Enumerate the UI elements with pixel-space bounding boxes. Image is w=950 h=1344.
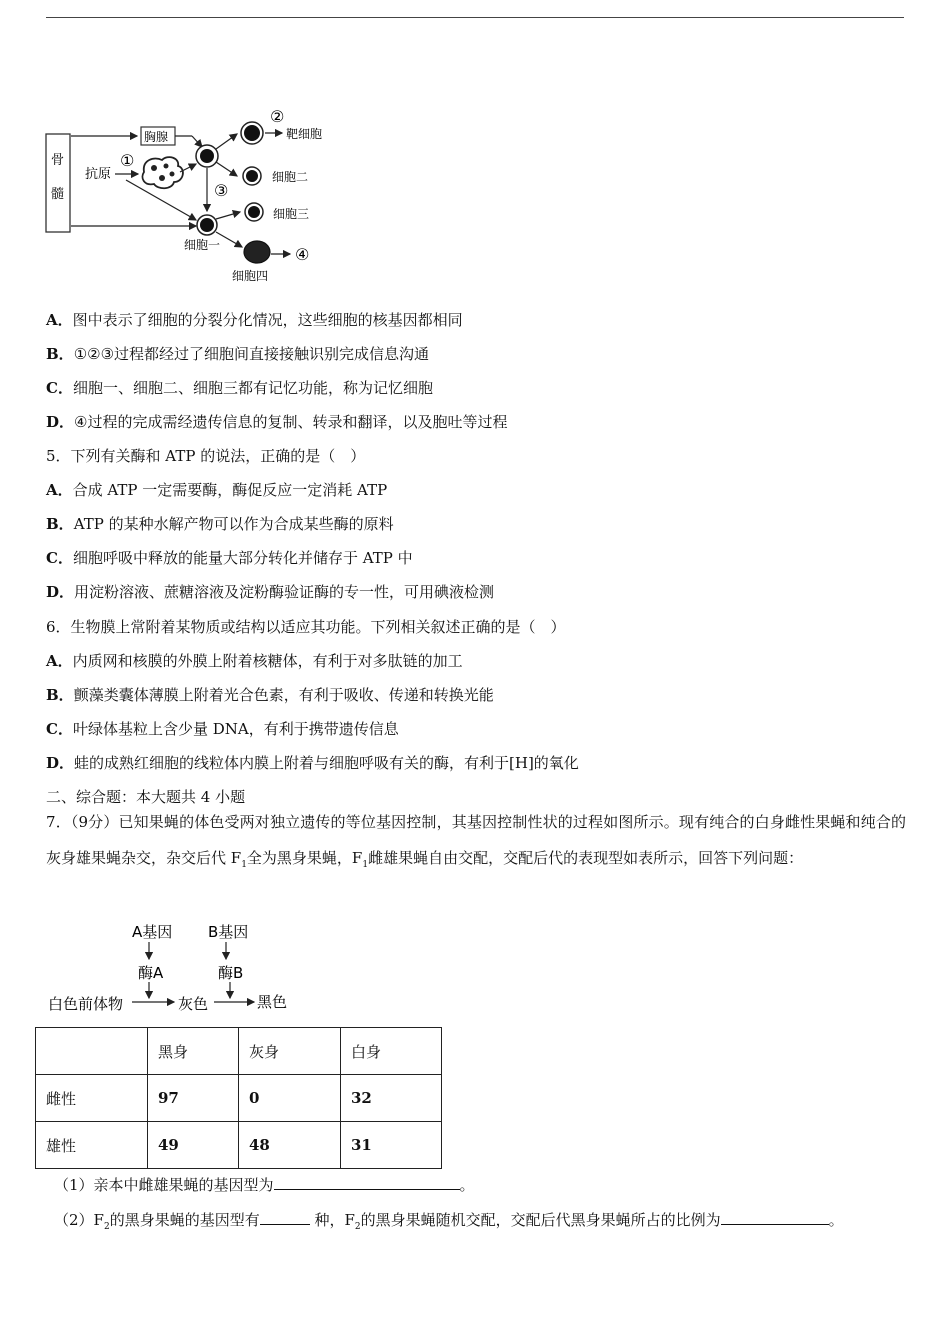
option-letter: B．	[46, 515, 74, 533]
option-text: 颤藻类囊体薄膜上附着光合色素，有利于吸收、传递和转换光能	[73, 686, 494, 704]
q6-option-c	[46, 719, 399, 739]
q6-option-d	[46, 753, 579, 773]
sub-question-text: （2）F	[54, 1211, 104, 1229]
table-cell: 0	[239, 1075, 341, 1122]
subscript: 2	[103, 1222, 110, 1232]
table-header-cell: 白身	[341, 1028, 442, 1075]
option-text: 合成 ATP 一定需要酶，酶促反应一定消耗 ATP	[72, 481, 388, 499]
q4-option-a	[46, 310, 463, 330]
q5-stem: 5．下列有关酶和 ATP 的说法，正确的是（ ）	[46, 447, 366, 465]
enzyme-a-label: 酶A	[138, 964, 164, 982]
option-text: 细胞呼吸中释放的能量大部分转化并储存于 ATP 中	[72, 549, 413, 567]
section-title: 二、综合题：本大题共 4 小题	[46, 788, 246, 806]
sub-question-text: （1）亲本中雌雄果蝇的基因型为	[54, 1176, 274, 1194]
option-text: ④过程的完成需经遗传信息的复制、转录和翻译，以及胞吐等过程	[74, 413, 508, 431]
bone-marrow-label-1: 骨	[51, 153, 65, 168]
sub-question-text: 的黑身果蝇随机交配，交配后代黑身果蝇所占的比例为	[360, 1211, 721, 1229]
cell-three-label: 细胞三	[273, 207, 310, 221]
table-cell: 48	[239, 1122, 341, 1169]
table-cell: 49	[148, 1122, 239, 1169]
table-header-cell	[36, 1028, 148, 1075]
table-row	[36, 1075, 442, 1122]
option-text: 用淀粉溶液、蔗糖溶液及淀粉酶验证酶的专一性，可用碘液检测	[74, 583, 495, 601]
table-header-cell: 灰身	[239, 1028, 341, 1075]
punctuation: 。	[828, 1211, 844, 1229]
option-text: 内质网和核膜的外膜上附着核糖体，有利于对多肽链的加工	[72, 652, 463, 670]
header-rule	[46, 17, 904, 18]
cell-four	[244, 241, 270, 263]
q5-option-c	[46, 548, 413, 568]
cell-two-label: 细胞二	[272, 170, 309, 184]
immune-cell-diagram	[44, 104, 354, 292]
gene-pathway-diagram	[46, 918, 306, 1018]
option-letter: C．	[46, 720, 73, 738]
sub-question-text: 种，F	[309, 1211, 355, 1229]
q6-option-b	[46, 685, 494, 705]
subscript: 1	[362, 860, 369, 870]
q7-paragraph	[46, 804, 906, 883]
option-text: 细胞一、细胞二、细胞三都有记忆功能，称为记忆细胞	[72, 379, 433, 397]
apc-cell	[142, 157, 182, 188]
q6-stem: 6．生物膜上常附着某物质或结构以适应其功能。下列相关叙述正确的是（ ）	[46, 618, 566, 636]
table-cell: 雌性	[36, 1075, 148, 1122]
option-letter: C．	[46, 379, 73, 397]
gene-b-label: B基因	[208, 923, 249, 941]
bone-marrow-label-2: 髓	[51, 187, 65, 202]
table-header-cell: 黑身	[148, 1028, 239, 1075]
sub-question-text: 的黑身果蝇的基因型有	[109, 1211, 260, 1229]
antigen-label: 抗原	[85, 167, 112, 182]
table-cell: 97	[148, 1075, 239, 1122]
mark-1: ①	[120, 151, 135, 170]
answer-blank[interactable]	[260, 1210, 310, 1225]
option-letter: A．	[46, 481, 73, 499]
enzyme-b-label: 酶B	[218, 964, 244, 982]
option-letter: C．	[46, 549, 73, 567]
sub-question-1	[54, 1175, 475, 1195]
option-text: 蛙的成熟红细胞的线粒体内膜上附着与细胞呼吸有关的酶，有利于[H]的氧化	[74, 754, 579, 772]
answer-blank[interactable]	[721, 1210, 829, 1225]
option-letter: A．	[46, 652, 73, 670]
option-text: ①②③过程都经过了细胞间直接接触识别完成信息沟通	[73, 345, 430, 363]
table-row	[36, 1122, 442, 1169]
q4-option-d	[46, 412, 507, 432]
q4-option-c	[46, 378, 433, 398]
table-cell: 31	[341, 1122, 442, 1169]
sub-question-2	[54, 1210, 844, 1237]
option-letter: D．	[46, 413, 75, 431]
cell-one-label: 细胞一	[184, 238, 221, 252]
option-text: 图中表示了细胞的分裂分化情况，这些细胞的核基因都相同	[72, 311, 463, 329]
q5-option-d	[46, 582, 494, 602]
option-letter: A．	[46, 311, 73, 329]
q4-option-b	[46, 344, 429, 364]
bone-marrow-box	[46, 134, 70, 232]
option-letter: B．	[46, 686, 74, 704]
target-cell-label: 靶细胞	[286, 127, 323, 141]
cell-four-label: 细胞四	[232, 269, 269, 283]
option-text: 叶绿体基粒上含少量 DNA，有利于携带遗传信息	[72, 720, 399, 738]
q6-option-a	[46, 651, 463, 671]
subscript: 2	[354, 1222, 361, 1232]
answer-blank[interactable]	[274, 1175, 460, 1190]
q7-text-part-1: 7．（9分）已知果蝇的体色受两对独立遗传的等位基因控制，其基因控制性状的过程如图所示。现有纯合的白身雌性果蝇和纯合的灰身雄果蝇杂交，杂交后代 F	[46, 813, 906, 867]
table-cell: 雄性	[36, 1122, 148, 1169]
mark-4: ④	[295, 245, 310, 264]
q7-text-part-2: 全为黑身果蝇，F	[246, 849, 363, 867]
option-letter: D．	[46, 583, 75, 601]
option-text: ATP 的某种水解产物可以作为合成某些酶的原料	[73, 515, 394, 533]
table-cell: 32	[341, 1075, 442, 1122]
q7-text-part-3: 雌雄果蝇自由交配，交配后代的表现型如表所示，回答下列问题：	[368, 849, 804, 867]
option-letter: D．	[46, 754, 75, 772]
offspring-table	[35, 1027, 442, 1169]
gray-label: 灰色	[178, 995, 209, 1013]
thymus-label: 胸腺	[144, 130, 169, 144]
black-label: 黑色	[257, 993, 288, 1011]
table-header-row	[36, 1028, 442, 1075]
mark-3: ③	[214, 181, 229, 200]
gene-a-label: A基因	[132, 923, 173, 941]
subscript: 1	[241, 860, 247, 870]
mark-2: ②	[270, 107, 285, 126]
option-letter: B．	[46, 345, 74, 363]
q5-option-a	[46, 480, 387, 500]
punctuation: 。	[459, 1176, 475, 1194]
white-precursor-label: 白色前体物	[48, 995, 124, 1013]
q5-option-b	[46, 514, 394, 534]
